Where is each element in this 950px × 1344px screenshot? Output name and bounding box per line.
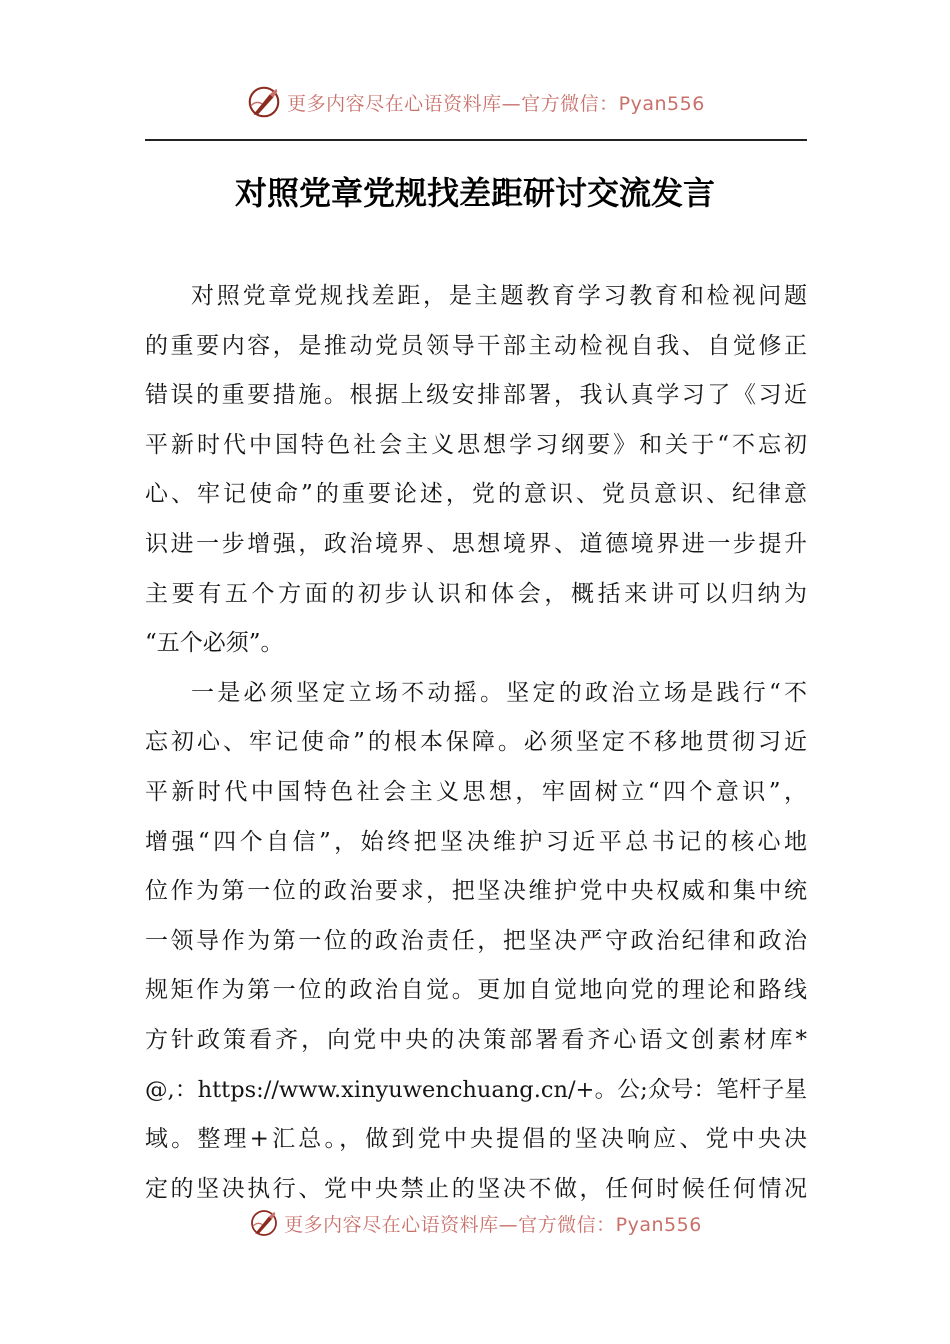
body-line: 方针政策看齐，向党中央的决策部署看齐心语文创素材库* [145,1026,807,1053]
document-title: 对照党章党规找差距研讨交流发言 [234,174,715,212]
header-watermark [0,80,950,124]
header-watermark-text: 更多内容尽在心语资料库—官方微信：Pyan556 [287,92,705,115]
body-line: 平新时代中国特色社会主义思想学习纲要》和关于“不忘初 [145,431,807,458]
body-line: 识进一步增强，政治境界、思想境界、道德境界进一步提升 [145,530,807,557]
body-line: 对照党章党规找差距，是主题教育学习教育和检视问题 [191,283,807,309]
body-line: 主要有五个方面的初步认识和体会，概括来讲可以归纳为 [145,580,807,607]
body-line: 一领导作为第一位的政治责任，把坚决严守政治纪律和政治 [145,927,807,954]
body-line: 错误的重要措施。根据上级安排部署，我认真学习了《习近 [145,382,807,409]
body-line: 心、牢记使命”的重要论述，党的意识、党员意识、纪律意 [145,481,807,508]
body-line: 的重要内容，是推动党员领导干部主动检视自我、自觉修正 [145,332,807,359]
pen-nib-logo-icon [248,1207,280,1239]
body-line: “五个必须”。 [145,630,284,657]
body-line: 增强“四个自信”，始终把坚决维护习近平总书记的核心地 [145,828,807,855]
pen-nib-logo-icon [245,83,283,121]
body-line: 位作为第一位的政治要求，把坚决维护党中央权威和集中统 [145,878,807,905]
footer-watermark-text: 更多内容尽在心语资料库—官方微信：Pyan556 [284,1213,702,1236]
body-line: 一是必须坚定立场不动摇。坚定的政治立场是践行“不 [191,679,807,706]
body-line: 平新时代中国特色社会主义思想，牢固树立“四个意识”， [145,778,807,805]
body-line: 域。整理+汇总。，做到党中央提倡的坚决响应、党中央决 [145,1126,807,1153]
body-line: @,：https://www.xinyuwenchuang.cn/+。公;众号：笔杆子星 [145,1076,807,1103]
footer-watermark [0,1206,950,1240]
header-divider [145,139,807,141]
body-line: 规矩作为第一位的政治自觉。更加自觉地向党的理论和路线 [145,977,807,1004]
body-line: 忘初心、牢记使命”的根本保障。必须坚定不移地贯彻习近 [145,729,807,756]
document-body [145,272,807,1214]
body-line: 定的坚决执行、党中央禁止的坚决不做，任何时候任何情况 [145,1175,807,1202]
